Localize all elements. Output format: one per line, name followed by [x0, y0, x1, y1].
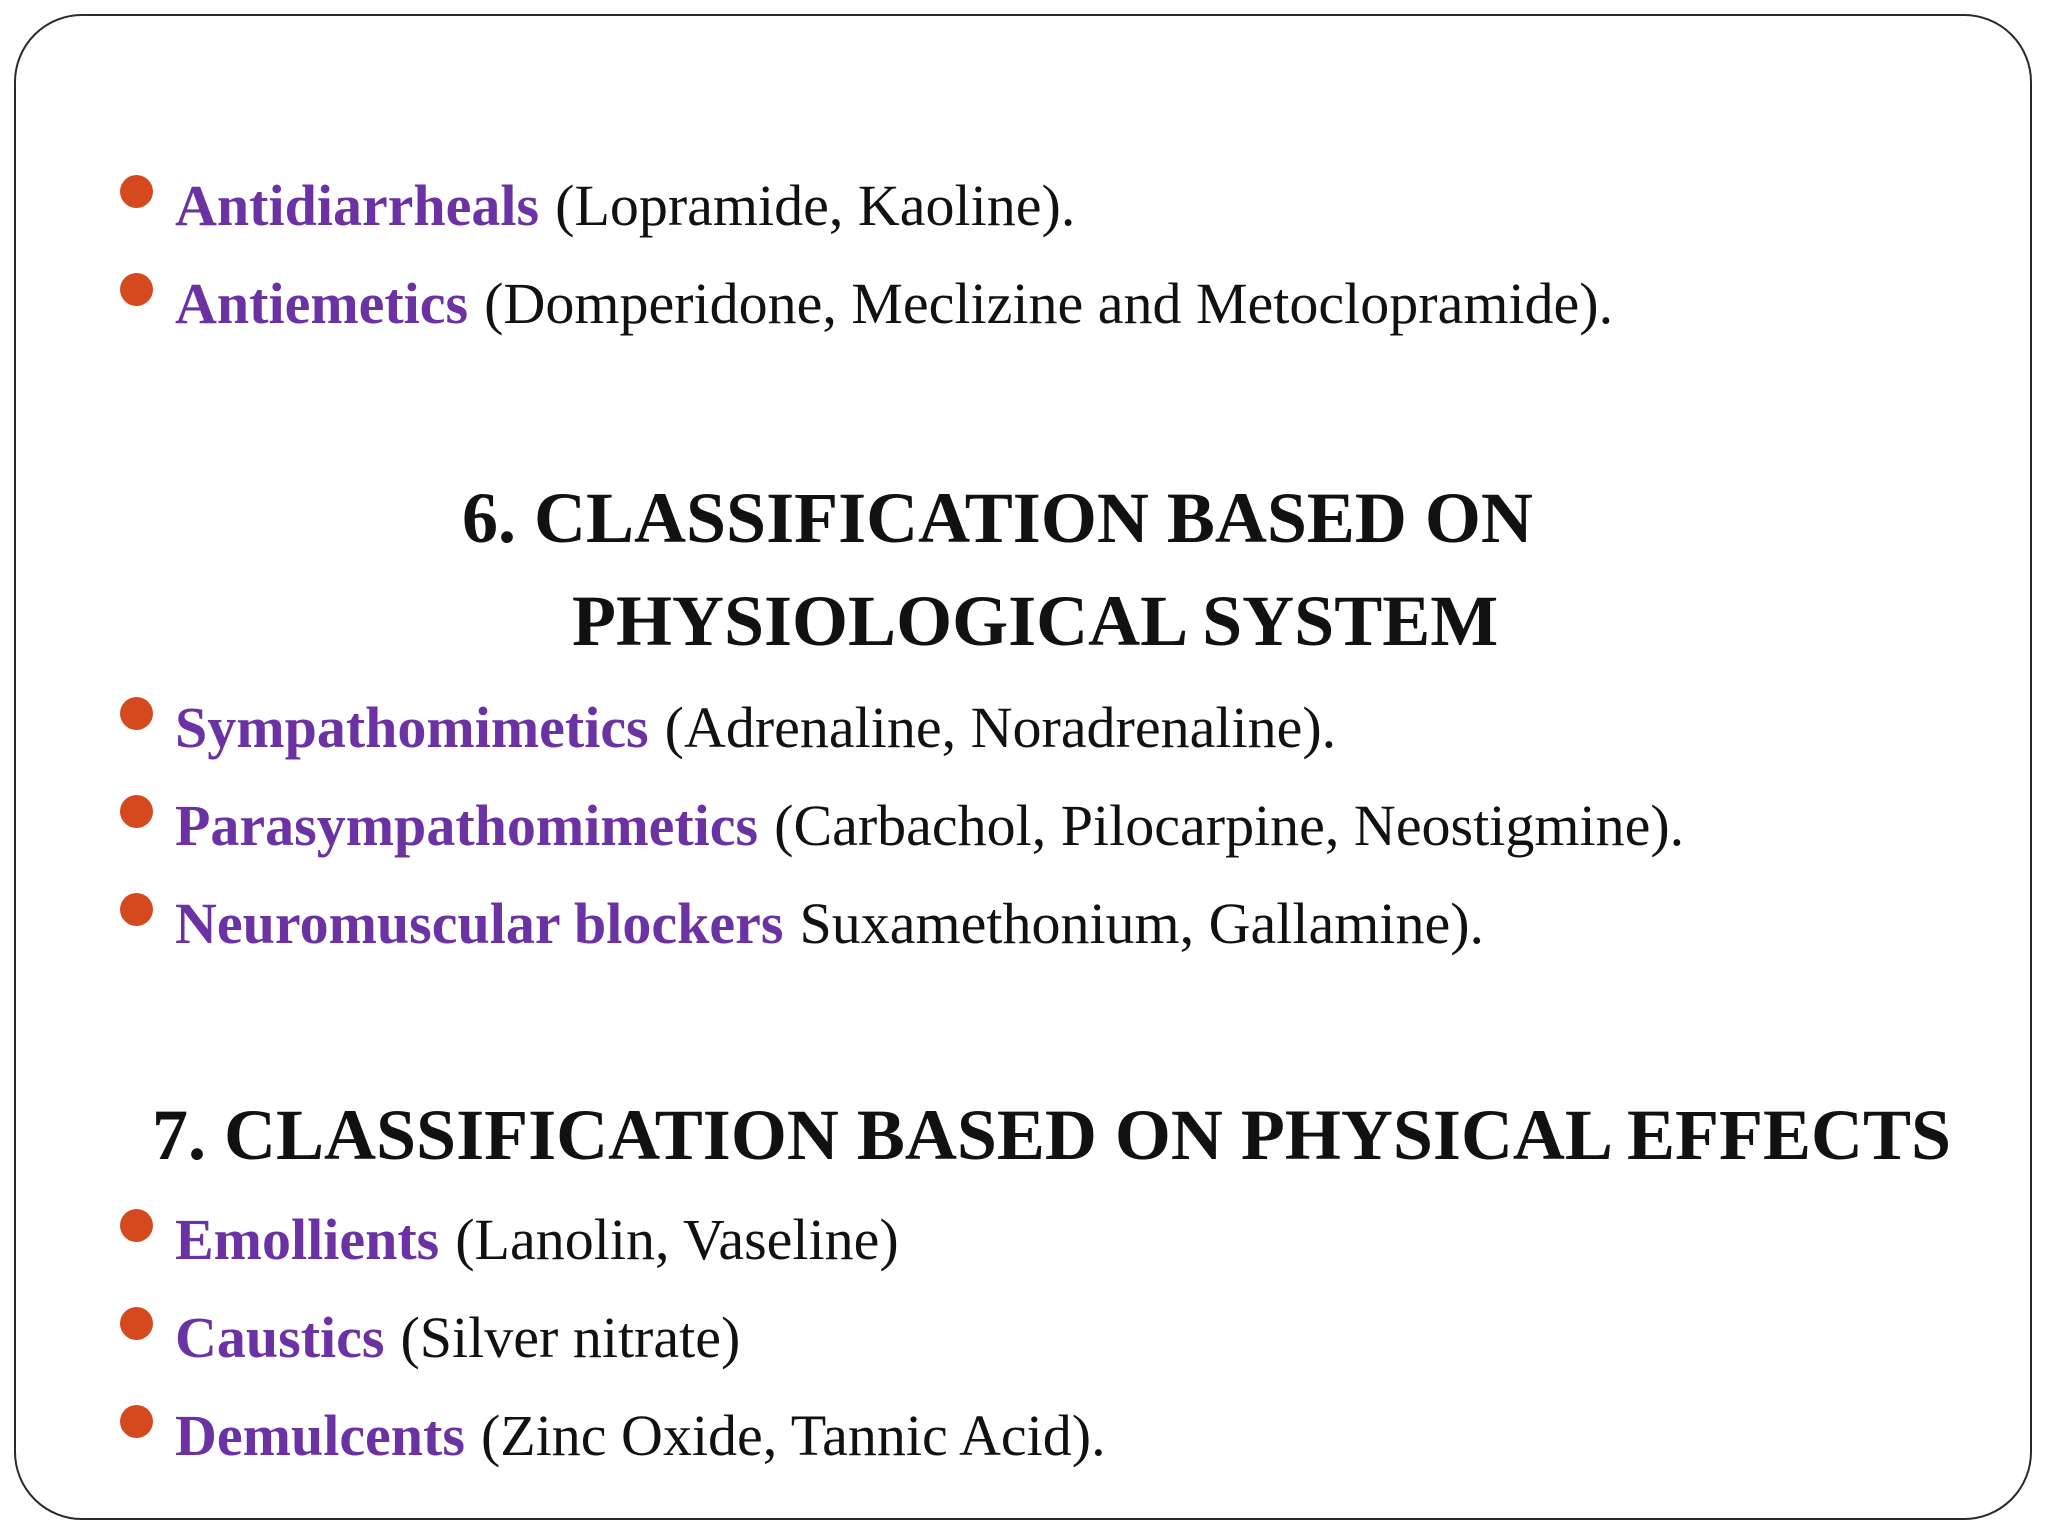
- list-item-demulcents: [120, 1395, 1106, 1475]
- bullet-icon: [120, 893, 153, 926]
- detail: (Zinc Oxide, Tannic Acid).: [480, 1402, 1106, 1468]
- bullet-icon: [120, 1405, 153, 1438]
- section-6-heading-line2: PHYSIOLOGICAL SYSTEM: [572, 581, 1499, 661]
- term: Antiemetics: [175, 270, 469, 336]
- term: Antidiarrheals: [175, 172, 540, 238]
- section-7-heading: 7. CLASSIFICATION BASED ON PHYSICAL EFFECTS: [152, 1095, 1952, 1175]
- detail: (Carbachol, Pilocarpine, Neostigmine).: [774, 792, 1685, 858]
- detail: (Domperidone, Meclizine and Metoclopramide).: [484, 270, 1614, 336]
- bullet-icon: [120, 697, 153, 730]
- section-6-heading-line1: 6. CLASSIFICATION BASED ON: [462, 478, 1533, 558]
- term: Sympathomimetics: [175, 694, 649, 760]
- list-item-antiemetics: [120, 263, 1613, 343]
- term: Caustics: [175, 1304, 385, 1370]
- list-item-emollients: [120, 1199, 899, 1279]
- term: Parasympathomimetics: [175, 792, 759, 858]
- bullet-icon: [120, 175, 153, 208]
- detail: (Lopramide, Kaoline).: [555, 172, 1076, 238]
- detail: (Silver nitrate): [400, 1304, 741, 1370]
- term: Neuromuscular blockers: [175, 890, 784, 956]
- bullet-icon: [120, 1209, 153, 1242]
- detail: (Lanolin, Vaseline): [455, 1206, 899, 1272]
- bullet-icon: [120, 795, 153, 828]
- bullet-icon: [120, 273, 153, 306]
- term: Emollients: [175, 1206, 440, 1272]
- detail: Suxamethonium, Gallamine).: [799, 890, 1485, 956]
- list-item-parasympathomimetics: [120, 785, 1684, 865]
- bullet-icon: [120, 1307, 153, 1340]
- list-item-neuromuscular-blockers: [120, 883, 1484, 963]
- list-item-caustics: [120, 1297, 740, 1377]
- term: Demulcents: [175, 1402, 465, 1468]
- list-item-antidiarrheals: [120, 165, 1075, 245]
- list-item-sympathomimetics: [120, 687, 1336, 767]
- detail: (Adrenaline, Noradrenaline).: [664, 694, 1337, 760]
